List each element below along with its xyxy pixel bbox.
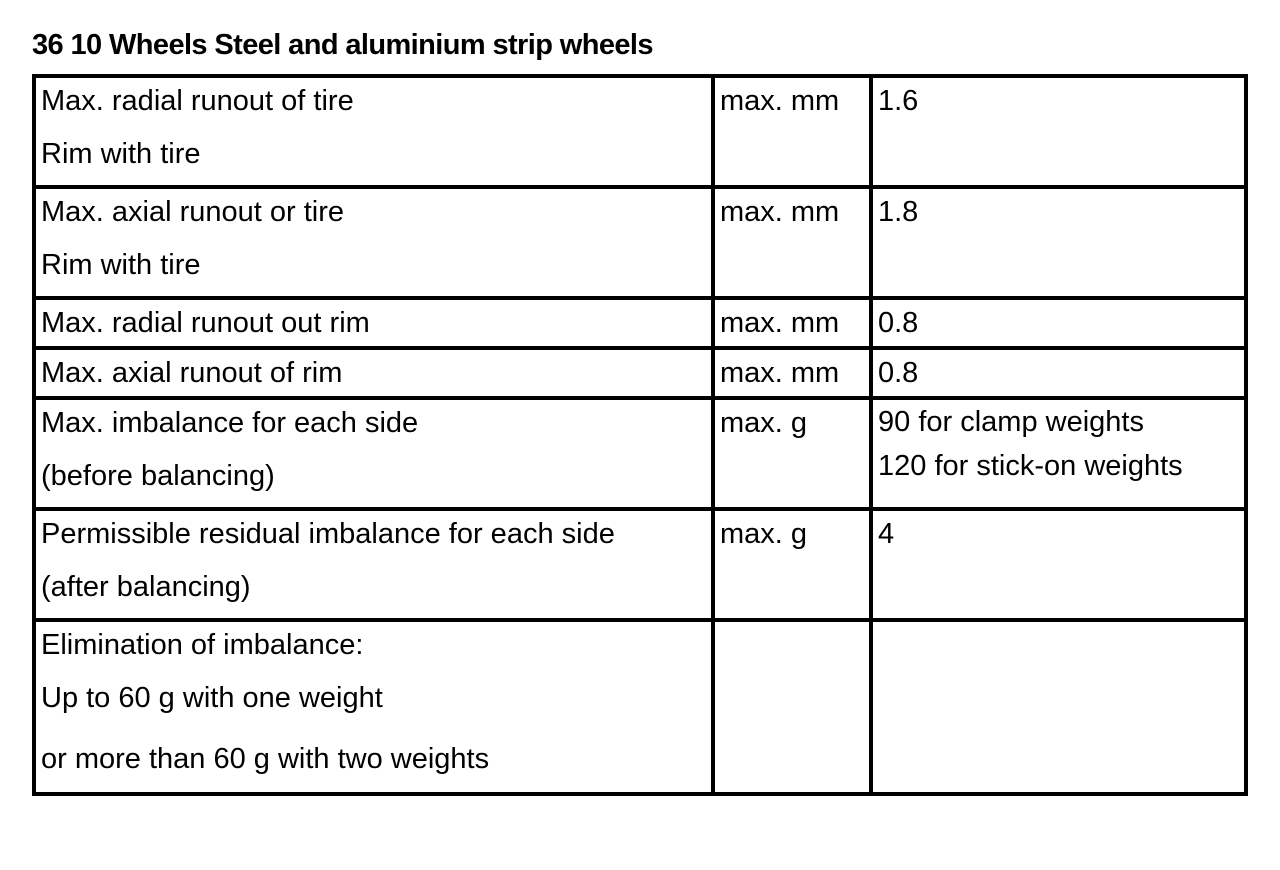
value-line: 0.8 [878, 307, 919, 339]
value-cell [871, 398, 1246, 509]
value-line: 1.8 [878, 196, 919, 228]
value-line: 120 for stick-on weights [878, 450, 1183, 482]
table-row [34, 298, 1246, 348]
unit-text: max. g [720, 407, 808, 439]
parameter-line: (before balancing) [41, 460, 275, 492]
document-title: 36 10 Wheels Steel and aluminium strip wheels [32, 29, 653, 61]
parameter-cell [34, 298, 713, 348]
unit-text: max. g [720, 518, 808, 550]
unit-cell [713, 620, 871, 794]
parameter-cell [34, 76, 713, 187]
value-cell [871, 76, 1246, 187]
value-cell [871, 620, 1246, 794]
parameter-cell [34, 187, 713, 298]
wheel-specification-table [32, 74, 1248, 796]
parameter-line: Max. radial runout out rim [41, 307, 370, 339]
parameter-line: Max. axial runout of rim [41, 357, 343, 389]
unit-text: max. mm [720, 357, 840, 389]
parameter-line: or more than 60 g with two weights [41, 743, 490, 775]
unit-text: max. mm [720, 307, 840, 339]
unit-cell [713, 187, 871, 298]
parameter-line: Elimination of imbalance: [41, 629, 364, 661]
value-cell [871, 348, 1246, 398]
unit-text: max. mm [720, 196, 840, 228]
table-row [34, 509, 1246, 620]
unit-text: max. mm [720, 85, 840, 117]
unit-cell [713, 76, 871, 187]
table-row [34, 187, 1246, 298]
value-line: 4 [878, 518, 895, 550]
value-cell [871, 509, 1246, 620]
value-line: 90 for clamp weights [878, 406, 1144, 438]
parameter-line: Max. axial runout or tire [41, 196, 345, 228]
value-cell [871, 298, 1246, 348]
table-row [34, 620, 1246, 794]
parameter-cell [34, 620, 713, 794]
table-row [34, 348, 1246, 398]
unit-cell [713, 509, 871, 620]
unit-cell [713, 398, 871, 509]
value-line: 0.8 [878, 357, 919, 389]
parameter-cell [34, 509, 713, 620]
parameter-cell [34, 348, 713, 398]
parameter-line: Rim with tire [41, 249, 201, 281]
unit-cell [713, 348, 871, 398]
parameter-line: Max. imbalance for each side [41, 407, 419, 439]
parameter-line: Max. radial runout of tire [41, 85, 354, 117]
unit-cell [713, 298, 871, 348]
parameter-cell [34, 398, 713, 509]
parameter-line: Permissible residual imbalance for each side [41, 518, 615, 550]
table-row [34, 398, 1246, 509]
table-row [34, 76, 1246, 187]
parameter-line: (after balancing) [41, 571, 251, 603]
value-line: 1.6 [878, 85, 919, 117]
value-cell [871, 187, 1246, 298]
parameter-line: Rim with tire [41, 138, 201, 170]
parameter-line: Up to 60 g with one weight [41, 682, 383, 714]
